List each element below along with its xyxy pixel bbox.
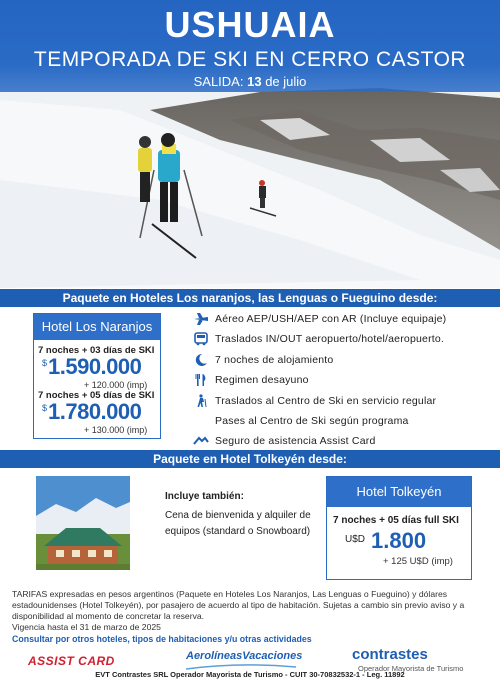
contrastes-tagline: Operador Mayorista de Turismo — [358, 664, 464, 673]
hotel-los-naranjos-title: Hotel Los Naranjos — [34, 314, 160, 340]
departure-day: 13 — [247, 74, 262, 89]
price-amount: 1.800 — [371, 528, 427, 553]
currency-symbol: $ — [42, 358, 48, 368]
feature-text: Traslados al Centro de Ski en servicio regular — [215, 394, 437, 407]
hotel-tolkeyen-card — [326, 476, 472, 580]
feature-item — [193, 391, 493, 411]
consult-link[interactable]: Consultar por otros hoteles, tipos de habitaciones y/u otras actividades — [12, 634, 312, 644]
feature-text: Traslados IN/OUT aeropuerto/hotel/aeropuerto. — [215, 333, 445, 346]
includes-text: Cena de bienvenida y alquiler de equipos (standard o Snowboard) — [165, 510, 311, 537]
assist-card-logo: ASSIST CARD — [28, 654, 115, 668]
includes-title: Incluye también: — [165, 491, 244, 502]
hotel-tolkeyen-photo — [36, 476, 130, 570]
price-amount: 1.590.000 — [48, 354, 142, 379]
section1-band: Paquete en Hoteles Los naranjos, las Lenguas o Fueguino desde: — [0, 289, 500, 307]
hiker-icon — [193, 394, 209, 408]
legal-text — [12, 589, 490, 633]
price-row — [327, 530, 471, 556]
tax-text: + 130.000 (imp) — [84, 425, 148, 435]
price-row — [34, 356, 160, 380]
feature-item — [193, 370, 493, 390]
hero-image — [0, 0, 500, 288]
price-amount: 1.780.000 — [48, 399, 142, 424]
features-list — [193, 309, 493, 452]
option-label: 7 noches + 03 días de SKI — [38, 345, 155, 356]
feature-text: Regimen desayuno — [215, 374, 309, 387]
contrastes-logo: contrastes — [352, 646, 428, 663]
page-subtitle: TEMPORADA DE SKI EN CERRO CASTOR — [33, 48, 467, 71]
currency-symbol: $ — [42, 403, 48, 413]
hotel-tolkeyen-title: Hotel Tolkeyén — [327, 477, 471, 507]
feature-text: Aéreo AEP/USH/AEP con AR (Incluye equipaje) — [215, 313, 447, 325]
option-label: 7 noches + 05 días full SKI — [333, 515, 459, 526]
aerolineas-logo — [186, 650, 302, 662]
cutlery-icon — [193, 373, 209, 387]
airplane-icon — [193, 312, 209, 326]
feature-text: Pases al Centro de Ski según programa — [215, 414, 409, 427]
moon-icon — [193, 353, 209, 367]
departure-label: SALIDA: — [193, 74, 244, 89]
legal-validity: Vigencia hasta el 31 de marzo de 2025 — [12, 622, 161, 632]
bus-icon — [193, 332, 209, 346]
feature-item — [193, 411, 493, 431]
section2-band: Paquete en Hotel Tolkeyén desde: — [0, 450, 500, 468]
feature-text: 7 noches de alojamiento — [215, 353, 334, 366]
tax-text: + 120.000 (imp) — [84, 380, 148, 390]
feature-item — [193, 350, 493, 370]
footer-legal: EVT Contrastes SRL Operador Mayorista de Turismo - CUIT 30-70832532-1 - Leg. 11892 — [95, 670, 405, 679]
tax-text: + 125 U$D (imp) — [383, 556, 453, 567]
page-title: USHUAIA — [164, 4, 336, 45]
aerolineas-logo-text: AerolíneasVacaciones — [186, 650, 303, 662]
price-row — [34, 401, 160, 425]
option-label: 7 noches + 05 días de SKI — [38, 390, 155, 401]
feature-item — [193, 431, 493, 451]
departure-month: de julio — [265, 74, 307, 89]
feature-item — [193, 329, 493, 349]
assist-card-icon — [193, 434, 209, 448]
feature-item — [193, 309, 493, 329]
departure-date — [0, 74, 500, 89]
legal-conditions: TARIFAS expresadas en pesos argentinos (Paquete en Hoteles Los Naranjos, Las Lenguas o Fueguino) y dólares estadounidenses (Hotel Tolkeyén), por pasajero de acuerdo al tipo de habitación. Sujetas a cambio sin previo aviso y a disponibilidad al momento de concretar la reserva. — [12, 589, 465, 621]
feature-text: Seguro de asistencia Assist Card — [215, 435, 376, 448]
hotel-los-naranjos-card — [33, 313, 161, 439]
currency-symbol: U$D — [345, 534, 366, 545]
